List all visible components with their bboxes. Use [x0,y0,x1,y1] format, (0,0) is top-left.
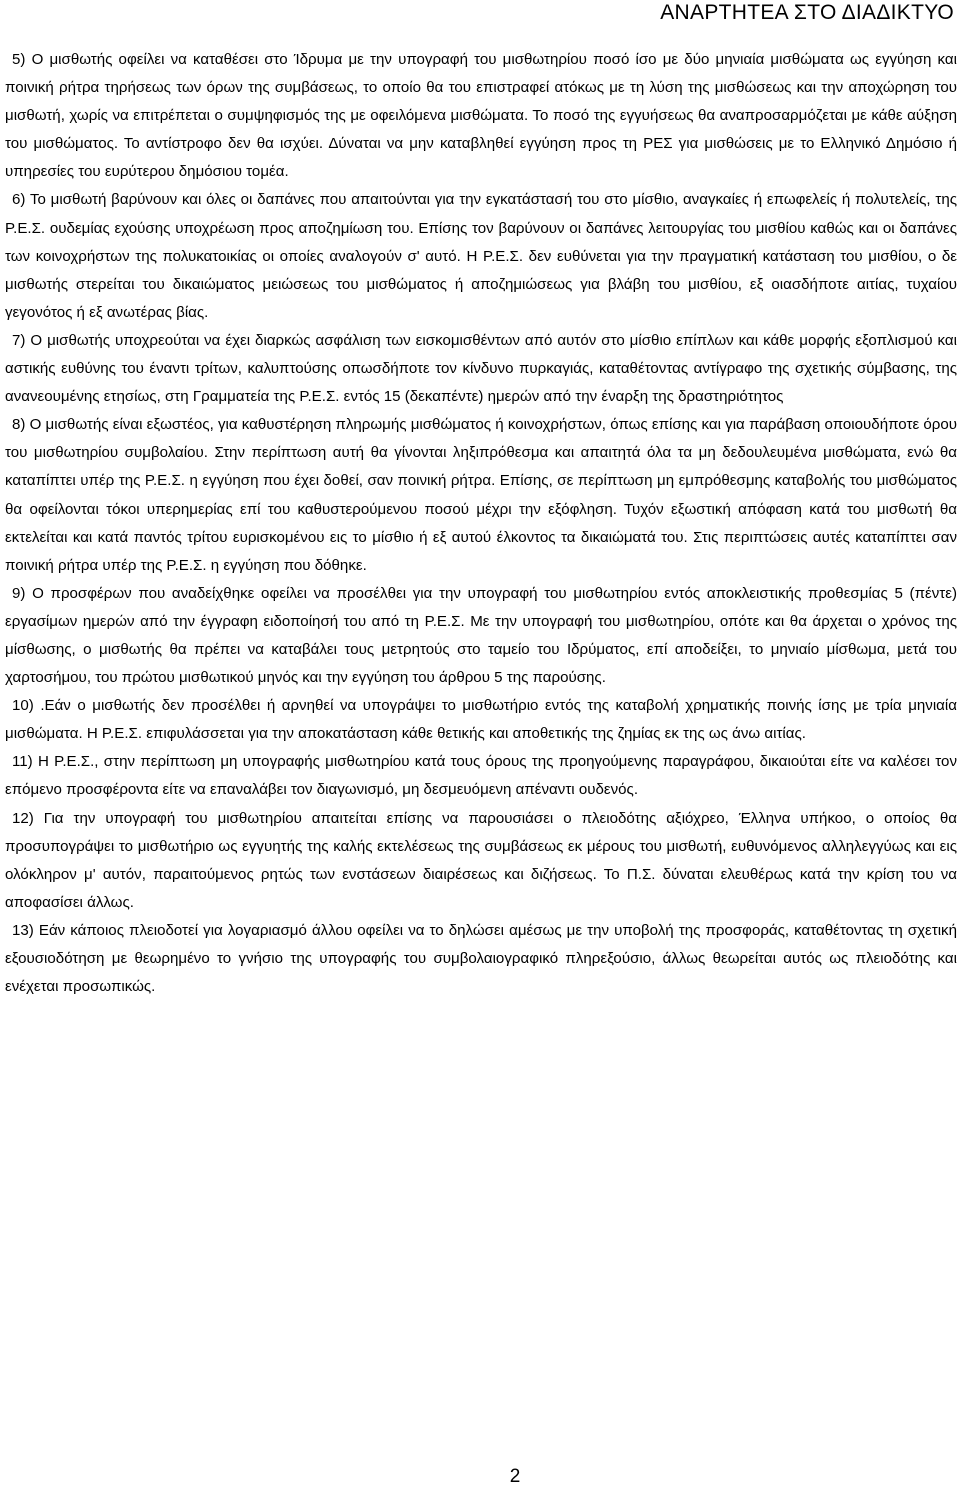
document-body [5,46,957,1001]
clause-10: 10) .Εάν ο μισθωτής δεν προσέλθει ή αρνηθεί να υπογράψει το μισθωτήριο εντός της καταβολή χρηματικής ποινής ίσης με τρία μηνιαία μισθώματα. Η Ρ.Ε.Σ. επιφυλάσσεται για την αποκατάσταση κάθε θετικής και αποθετικής της ζημίας εκ της ως άνω αιτίας. [5,697,957,743]
clause-12: 12) Για την υπογραφή του μισθωτηρίου απαιτείται επίσης να παρουσιάσει ο πλειοδότης αξιόχρεο, Έλληνα υπήκοο, ο οποίος θα προσυπογράψει το μισθωτήριο ως εγγυητής της καλής εκτελέσεως της συμβάσεως εκ μέρους του μισθωτή, ευθυνόμενος αλληλεγγύως και εις ολόκληρον μ' αυτόν, παραιτούμενος ρητώς των ενστάσεων διαιρέσεως και διζήσεως. Το Π.Σ. δύναται ελευθέρως κατά την κρίση του να αποφασίσει άλλως. [5,809,957,911]
clause-9: 9) Ο προσφέρων που αναδείχθηκε οφείλει να προσέλθει για την υπογραφή του μισθωτηρίου εντός αποκλειστικής προθεσμίας 5 (πέντε) εργασίμων ημερών από την έγγραφη ειδοποίησή του από τη Ρ.Ε.Σ. Με την υπογραφή του μισθωτηρίου, οπότε και θα άρχεται ο χρόνος της μίσθωσης, ο μισθωτής θα πρέπει να καταβάλει τους μετρητούς στο ταμείο του Ιδρύματος, επί αποδείξει, το μηνιαίο μίσθωμα, μετά του χαρτοσήμου, του πρώτου μισθωτικού μηνός και την εγγύηση του άρθρου 5 της παρούσης. [5,584,957,687]
clause-7: 7) Ο μισθωτής υποχρεούται να έχει διαρκώς ασφάλιση των εισκομισθέντων από αυτόν στο μίσθιο επίπλων και κάθε μορφής εξοπλισμού και αστικής ευθύνης του έναντι τρίτων, καλυπτούσης οπωσδήποτε τον κίνδυνο πυρκαγιάς, καταθέτοντας αντίγραφο της σχετικής σύμβασης, της ανανεουμένης ετησίως, στη Γραμματεία της Ρ.Ε.Σ. εντός 15 (δεκαπέντε) ημερών από την έναρξη της δραστηριότητος [5,331,957,406]
clause-5: 5) Ο μισθωτής οφείλει να καταθέσει στο Ίδρυμα με την υπογραφή του μισθωτηρίου ποσό ίσο με δύο μηνιαία μισθώματα ως εγγύηση και ποινική ρήτρα τηρήσεως των όρων της συμβάσεως, το οποίο θα του επιστραφεί ατόκως με τη λύση της μισθώσεως και την αποχώρηση του μισθωτή, χωρίς να επιτρέπεται ο συμψηφισμός της με οφειλόμενα μισθώματα. Το ποσό της εγγυήσεως θα αναπροσαρμόζεται με κάθε αύξηση του μισθώματος. Το αντίστροφο δεν θα ισχύει. Δύναται να μην καταβληθεί εγγύηση προς τη ΡΕΣ για μισθώσεις με το Ελληνικό Δημόσιο ή υπηρεσίες του ευρύτερου δημόσιου τομέα. [5,51,957,181]
clause-8: 8) Ο μισθωτής είναι εξωστέος, για καθυστέρηση πληρωμής μισθώματος ή κοινοχρήστων, όπως επίσης και για παράβαση οποιουδήποτε όρου του μισθωτηρίου συμβολαίου. Στην περίπτωση αυτή θα γίνονται ληξιπρόθεσμα και απαιτητά όλα τα μη δεδουλευμένα μισθώματα, ενώ θα καταπίπτει υπέρ της Ρ.Ε.Σ. η εγγύηση που έχει δοθεί, σαν ποινική ρήτρα. Επίσης, σε περίπτωση μη εμπρόθεσμης καταβολής του μισθώματος θα οφείλονται τόκοι υπερημερίας επί του καθυστερούμενου ποσού μέχρι την εξόφληση. Τυχόν εξωστική απόφαση κατά του μισθωτή θα εκτελείται και κατά παντός τρίτου ευρισκομένου εις το μίσθιο ή εξ αυτού έλκοντος τα δικαιώματά του. Στις περιπτώσεις αυτές καταπίπτει σαν ποινική ρήτρα υπέρ της Ρ.Ε.Σ. η εγγύηση που δόθηκε. [5,416,957,574]
posting-notice-header: ΑΝΑΡΤΗΤΕΑ ΣΤΟ ΔΙΑΔΙΚΤΥΟ [660,1,954,24]
clause-11: 11) Η Ρ.Ε.Σ., στην περίπτωση μη υπογραφής μισθωτηρίου κατά τους όρους της προηγούμενης παραγράφου, δικαιούται είτε να καλέσει τον επόμενο προσφέροντα είτε να επαναλάβει τον διαγωνισμό, μη δεσμευόμενη απέναντι ουδενός. [5,753,957,799]
clause-13: 13) Εάν κάποιος πλειοδοτεί για λογαριασμό άλλου οφείλει να το δηλώσει αμέσως με την υποβολή της προσφοράς, καταθέτοντας τη σχετική εξουσιοδότηση με θεωρημένο το γνήσιο της υπογραφής του συμβολαιογραφικό πληρεξούσιο, άλλως θεωρείται αυτός ως πλειοδότης και ενέχεται προσωπικώς. [5,921,957,996]
page-number: 2 [509,1466,521,1487]
clause-6: 6) Το μισθωτή βαρύνουν και όλες οι δαπάνες που απαιτούνται για την εγκατάστασή του στο μίσθιο, αναγκαίες ή επωφελείς ή πολυτελείς, της Ρ.Ε.Σ. ουδεμίας εχούσης υποχρέωση προς αποζημίωση του. Επίσης τον βαρύνουν οι δαπάνες λειτουργίας του μισθίου καθώς και οι δαπάνες των κοινοχρήστων της πολυκατοικίας οι οποίες αναλογούν σ' αυτό. Η Ρ.Ε.Σ. δεν ευθύνεται για την πραγματική κατάσταση του μισθίου, ο δε μισθωτής στερείται του δικαιώματος μειώσεως του μισθώματος ή αποζημιώσεως για βλάβη του μισθίου, εξ οιασδήποτε αιτίας, τυχαίου γεγονότος ή εξ ανωτέρας βίας. [5,191,957,321]
